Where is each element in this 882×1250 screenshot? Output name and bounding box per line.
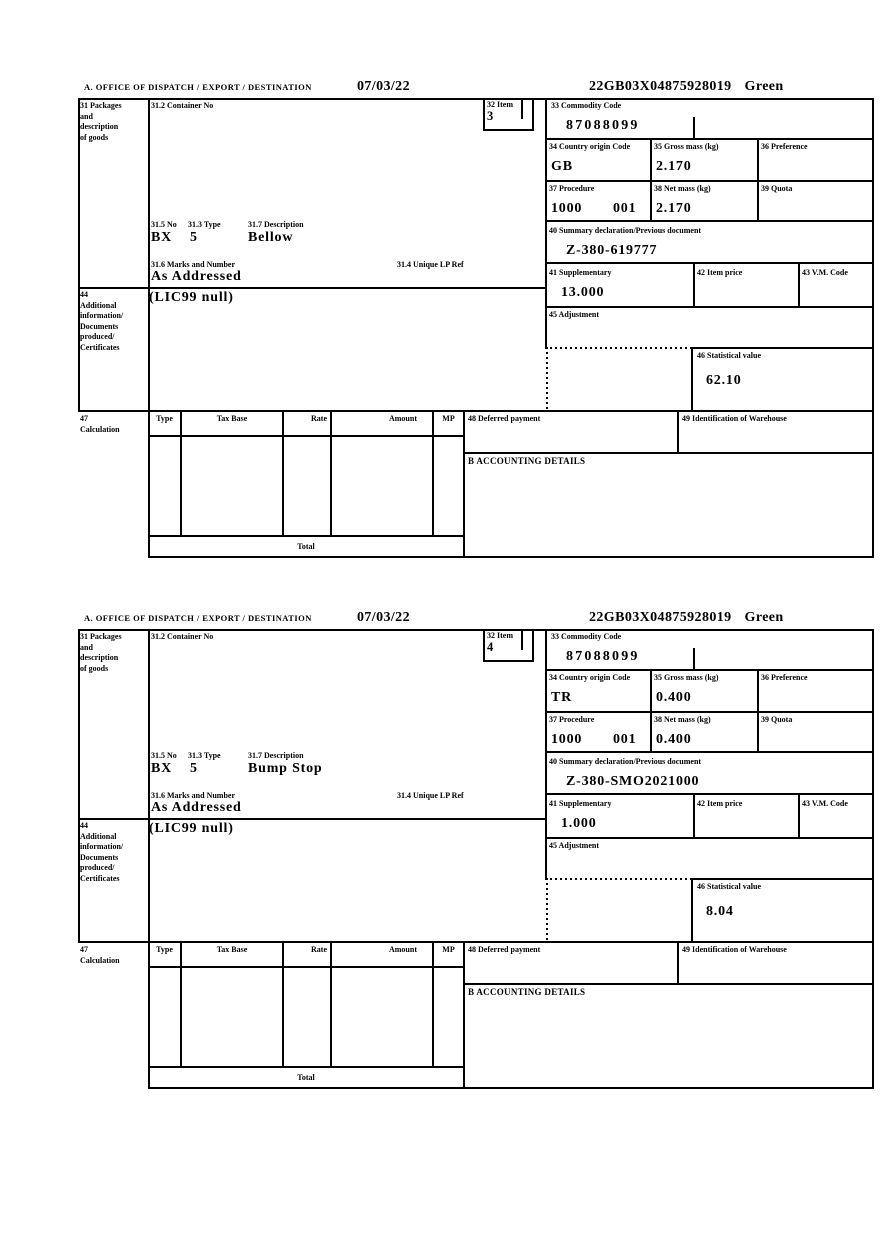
total-label: Total — [297, 542, 315, 551]
accounting-details-label: B ACCOUNTING DETAILS — [468, 456, 586, 466]
goods-description-value: Bump Stop — [248, 761, 323, 776]
packages-no-label: 31.5 No — [151, 751, 177, 760]
net-mass-value: 0.400 — [656, 732, 692, 747]
item-number-value: 3 — [487, 109, 495, 123]
country-origin-value: GB — [551, 159, 573, 174]
calc-header-mp: MP — [442, 414, 455, 423]
box31-label: 31 Packages and description of goods — [80, 632, 122, 673]
dotted-divider — [545, 878, 692, 941]
packages-no-value: BX — [151, 230, 173, 245]
item-price-label: 42 Item price — [697, 799, 743, 808]
declaration-section-item-4 — [0, 609, 882, 1091]
total-label: Total — [297, 1073, 315, 1082]
mrn-value: 22GB03X04875928019 — [589, 610, 732, 625]
adjustment-label: 45 Adjustment — [549, 310, 600, 319]
declaration-reference — [589, 610, 784, 625]
supplementary-value: 13.000 — [561, 285, 605, 300]
marks-label: 31.6 Marks and Number — [151, 260, 236, 269]
accounting-details-label: B ACCOUNTING DETAILS — [468, 987, 586, 997]
gross-mass-label: 35 Gross mass (kg) — [654, 142, 719, 151]
packages-type-value: 5 — [190, 761, 198, 776]
box31-label: 31 Packages and description of goods — [80, 101, 122, 142]
date-value: 07/03/22 — [357, 79, 410, 94]
adjustment-label: 45 Adjustment — [549, 841, 600, 850]
calc-header-amount: Amount — [388, 414, 417, 423]
commodity-code-value: 87088099 — [566, 649, 640, 664]
commodity-code-label: 33 Commodity Code — [551, 101, 622, 110]
gross-mass-label: 35 Gross mass (kg) — [654, 673, 719, 682]
packages-type-value: 5 — [190, 230, 198, 245]
procedure-label: 37 Procedure — [549, 715, 595, 724]
additional-info-value: (LIC99 null) — [149, 290, 234, 305]
country-origin-label: 34 Country origin Code — [549, 142, 631, 151]
description-label: 31.7 Description — [248, 751, 304, 760]
quota-label: 39 Quota — [761, 715, 793, 724]
calc-header-tax-base: Tax Base — [216, 945, 248, 954]
calc-header-type: Type — [156, 945, 173, 954]
marks-label: 31.6 Marks and Number — [151, 791, 236, 800]
marks-value: As Addressed — [151, 800, 242, 815]
office-of-dispatch-label: A. OFFICE OF DISPATCH / EXPORT / DESTINATION — [84, 82, 312, 92]
commodity-code-value: 87088099 — [566, 118, 640, 133]
calc-header-rate: Rate — [311, 945, 327, 954]
supplementary-label: 41 Supplementary — [549, 268, 612, 277]
routing-status: Green — [744, 610, 784, 625]
date-value: 07/03/22 — [357, 610, 410, 625]
procedure-ext-value: 001 — [613, 201, 637, 216]
vm-code-label: 43 V.M. Code — [802, 799, 848, 808]
net-mass-value: 2.170 — [656, 201, 692, 216]
box47-label: 47 Calculation — [80, 414, 120, 434]
supplementary-value: 1.000 — [561, 816, 597, 831]
statistical-value: 8.04 — [706, 904, 734, 919]
previous-document-value: Z-380-619777 — [566, 243, 658, 258]
procedure-ext-value: 001 — [613, 732, 637, 747]
previous-document-label: 40 Summary declaration/Previous document — [549, 226, 702, 235]
office-of-dispatch-label: A. OFFICE OF DISPATCH / EXPORT / DESTINATION — [84, 613, 312, 623]
country-origin-label: 34 Country origin Code — [549, 673, 631, 682]
container-no-label: 31.2 Container No — [151, 101, 214, 110]
unique-lp-ref-label: 31.4 Unique LP Ref — [397, 791, 464, 800]
packages-no-label: 31.5 No — [151, 220, 177, 229]
box44-label: 44 Additional information/ Documents produced/ Certificates — [80, 821, 124, 883]
unique-lp-ref-label: 31.4 Unique LP Ref — [397, 260, 464, 269]
calc-header-rate: Rate — [311, 414, 327, 423]
description-label: 31.7 Description — [248, 220, 304, 229]
dotted-divider — [545, 347, 692, 410]
packages-no-value: BX — [151, 761, 173, 776]
form-grid-lines — [0, 629, 882, 1091]
preference-label: 36 Preference — [761, 673, 808, 682]
warehouse-id-label: 49 Identification of Warehouse — [682, 414, 787, 423]
calc-header-type: Type — [156, 414, 173, 423]
item-label: 32 Item — [487, 100, 513, 109]
item-label: 32 Item — [487, 631, 513, 640]
warehouse-id-label: 49 Identification of Warehouse — [682, 945, 787, 954]
additional-info-value: (LIC99 null) — [149, 821, 234, 836]
quota-label: 39 Quota — [761, 184, 793, 193]
deferred-payment-label: 48 Deferred payment — [468, 414, 541, 423]
item-number-value: 4 — [487, 640, 495, 654]
calc-header-mp: MP — [442, 945, 455, 954]
commodity-code-label: 33 Commodity Code — [551, 632, 622, 641]
preference-label: 36 Preference — [761, 142, 808, 151]
previous-document-label: 40 Summary declaration/Previous document — [549, 757, 702, 766]
routing-status: Green — [744, 79, 784, 94]
previous-document-value: Z-380-SMO2021000 — [566, 774, 700, 789]
declaration-section-item-3 — [0, 78, 882, 560]
country-origin-value: TR — [551, 690, 573, 705]
box47-label: 47 Calculation — [80, 945, 120, 965]
mrn-value: 22GB03X04875928019 — [589, 79, 732, 94]
calc-header-amount: Amount — [388, 945, 417, 954]
item-price-label: 42 Item price — [697, 268, 743, 277]
calc-header-tax-base: Tax Base — [216, 414, 248, 423]
deferred-payment-label: 48 Deferred payment — [468, 945, 541, 954]
container-no-label: 31.2 Container No — [151, 632, 214, 641]
net-mass-label: 38 Net mass (kg) — [654, 715, 711, 724]
statistical-value-label: 46 Statistical value — [697, 882, 761, 891]
vm-code-label: 43 V.M. Code — [802, 268, 848, 277]
goods-description-value: Bellow — [248, 230, 294, 245]
packages-type-label: 31.3 Type — [188, 751, 221, 760]
form-grid-lines — [0, 98, 882, 560]
procedure-value: 1000 — [551, 201, 583, 216]
statistical-value: 62.10 — [706, 373, 742, 388]
box44-label: 44 Additional information/ Documents produced/ Certificates — [80, 290, 124, 352]
gross-mass-value: 2.170 — [656, 159, 692, 174]
declaration-reference — [589, 79, 784, 94]
procedure-value: 1000 — [551, 732, 583, 747]
marks-value: As Addressed — [151, 269, 242, 284]
supplementary-label: 41 Supplementary — [549, 799, 612, 808]
packages-type-label: 31.3 Type — [188, 220, 221, 229]
statistical-value-label: 46 Statistical value — [697, 351, 761, 360]
gross-mass-value: 0.400 — [656, 690, 692, 705]
procedure-label: 37 Procedure — [549, 184, 595, 193]
net-mass-label: 38 Net mass (kg) — [654, 184, 711, 193]
